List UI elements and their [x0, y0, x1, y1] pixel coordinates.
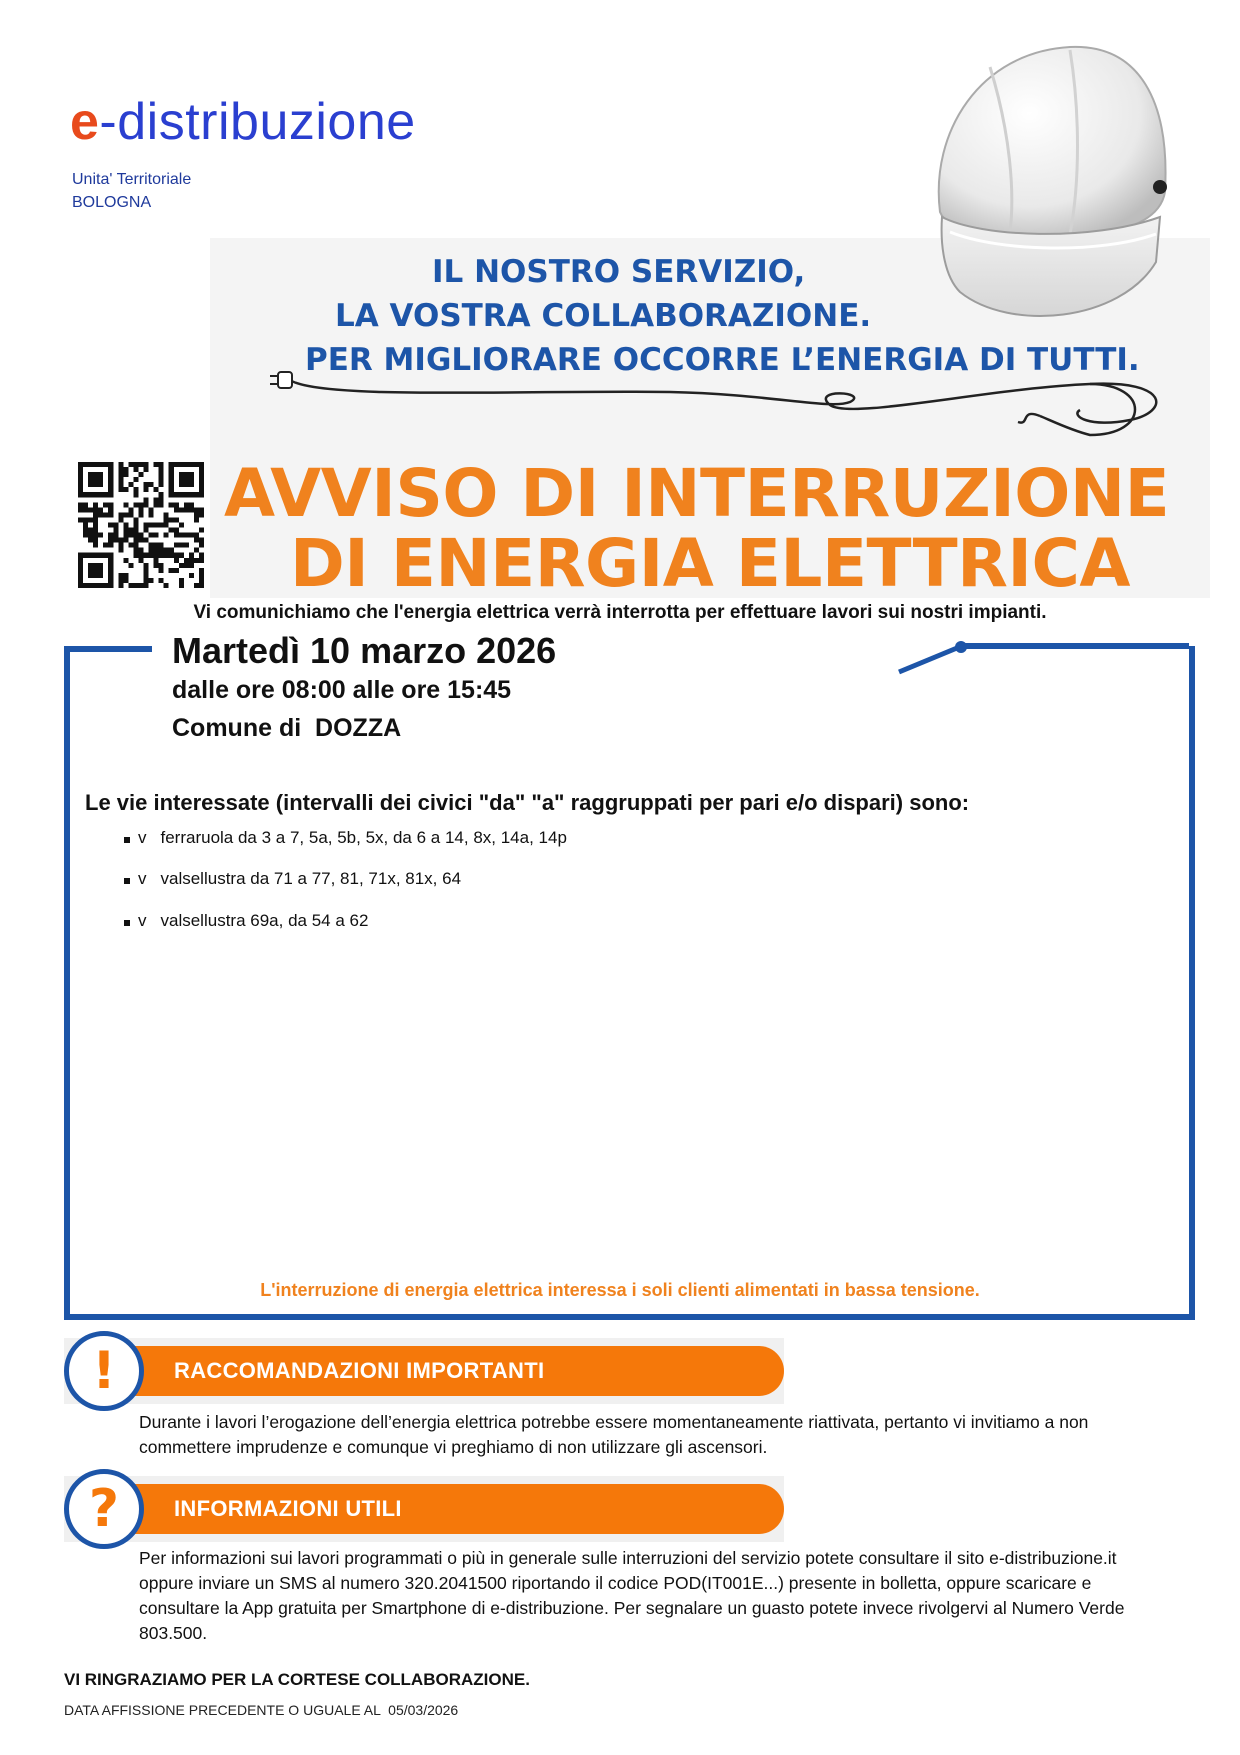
frame-top-right-segment: [960, 643, 1189, 649]
info-title: INFORMAZIONI UTILI: [174, 1496, 402, 1521]
street-prefix: v: [138, 869, 147, 888]
frame-wire-decoration: [895, 640, 975, 676]
recommendations-title: RACCOMANDAZIONI IMPORTANTI: [174, 1358, 545, 1383]
street-prefix: v: [138, 911, 147, 930]
street-text: valsellustra 69a, da 54 a 62: [160, 911, 369, 930]
bullet-icon: [124, 878, 130, 884]
streets-heading: Le vie interessate (intervalli dei civici "da" "a" raggruppati per pari e/o dispari) sono:: [85, 790, 970, 815]
plug-cable-illustration: [270, 350, 1190, 440]
street-item: [124, 869, 461, 889]
unit-label: Unita' Territoriale: [72, 171, 192, 188]
info-text: Per informazioni sui lavori programmati o più in generale sulle interruzioni del servizio potete consultare il sito e-distribuzione.it oppure inviare un SMS al numero 320.2041500 riportando il codice POD(IT001E...) presente in bolletta, oppure scaricare e consultare la App gratuita per Smartphone di e-distribuzione. Per segnalare un guasto potete invece rivolgervi al Numero Verde 803.500.: [139, 1548, 1125, 1643]
slogan-line-3: PER MIGLIORARE OCCORRE L’ENERGIA DI TUTTI.: [305, 342, 1140, 378]
title-line-2: DI ENERGIA ELETTRICA: [290, 525, 1131, 602]
title-line-1: AVVISO DI INTERRUZIONE: [224, 455, 1170, 532]
helmet-illustration: [920, 22, 1180, 362]
logo-e-mark: e: [70, 93, 100, 151]
street-text: valsellustra da 71 a 77, 81, 71x, 81x, 64: [160, 869, 462, 888]
low-voltage-note: L'interruzione di energia elettrica interessa i soli clienti alimentati in bassa tensione.: [260, 1280, 980, 1300]
intro-text: Vi comunichiamo che l'energia elettrica verrà interrotta per effettuare lavori sui nostri impianti.: [193, 602, 1047, 623]
slogan-line-2: LA VOSTRA COLLABORAZIONE.: [335, 298, 872, 334]
bullet-icon: [124, 837, 130, 843]
street-item: [124, 911, 368, 931]
interruption-hours: dalle ore 08:00 alle ore 15:45: [172, 676, 512, 704]
territorial-unit: [72, 168, 191, 214]
frame-top-left-segment: [64, 646, 152, 652]
interruption-date: Martedì 10 marzo 2026: [172, 630, 557, 671]
affixion-date: DATA AFFISSIONE PRECEDENTE O UGUALE AL 05/03/2026: [64, 1702, 459, 1718]
qr-code[interactable]: [78, 462, 204, 588]
recommendations-text: Durante i lavori l’erogazione dell’energia elettrica potrebbe essere momentaneamente riattivata, pertanto vi invitiamo a non commettere imprudenze e comunque vi preghiamo di non utilizzare gli ascensori.: [139, 1412, 1089, 1457]
exclamation-icon: !: [64, 1331, 144, 1411]
street-item: [124, 828, 567, 848]
street-text: ferraruola da 3 a 7, 5a, 5b, 5x, da 6 a 14, 8x, 14a, 14p: [160, 828, 567, 847]
question-icon: ?: [64, 1469, 144, 1549]
brand-logo: [70, 93, 416, 151]
slogan-line-1: IL NOSTRO SERVIZIO,: [432, 254, 806, 290]
municipality: Comune di DOZZA: [172, 714, 402, 742]
logo-wordmark: -distribuzione: [99, 93, 416, 151]
unit-city: BOLOGNA: [72, 194, 152, 211]
bullet-icon: [124, 920, 130, 926]
notice-frame: [64, 646, 1195, 1320]
street-prefix: v: [138, 828, 147, 847]
thanks-text: VI RINGRAZIAMO PER LA CORTESE COLLABORAZIONE.: [64, 1670, 530, 1689]
